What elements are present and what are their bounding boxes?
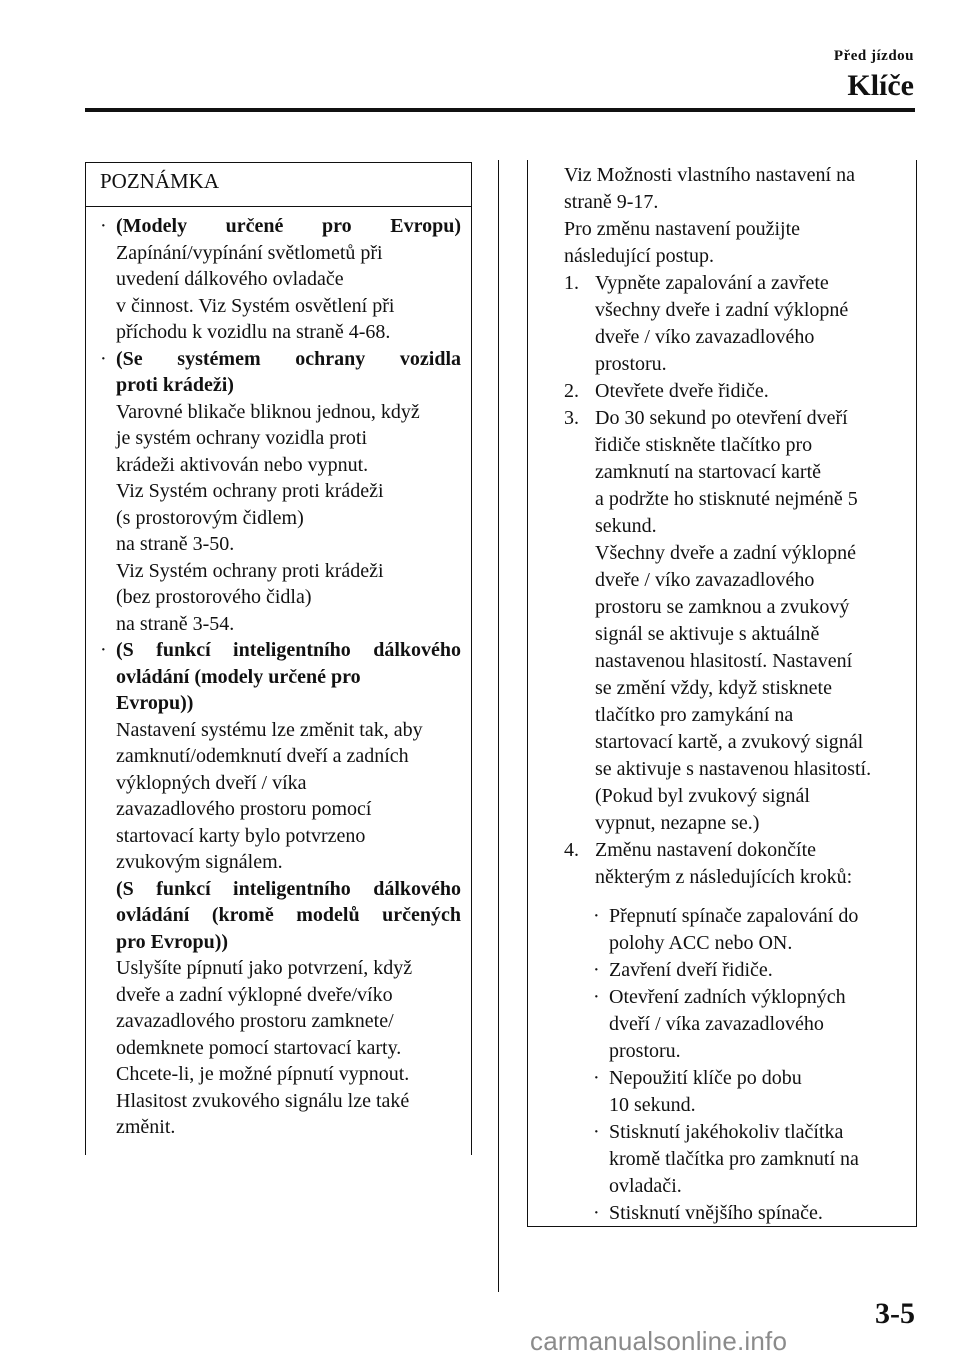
text-line: Změnu nastavení dokončíte xyxy=(595,839,817,861)
header-rule xyxy=(85,108,915,112)
text-line: dveře / víko zavazadlového xyxy=(595,326,815,348)
note-body xyxy=(86,207,471,1141)
note-item-text xyxy=(116,955,461,1141)
text-line: zamknutí na startovací kartě xyxy=(595,461,822,483)
text-line: zavazadlového prostoru zamknete/ xyxy=(116,1010,394,1032)
heading-line: ovládání (modely určené pro xyxy=(116,665,361,688)
substep-item xyxy=(593,984,906,1065)
substep-list xyxy=(564,903,906,1227)
bullet-icon: · xyxy=(593,1121,600,1143)
bullet-icon: · xyxy=(593,905,600,927)
text-line: prostoru se zamknou a zvukový xyxy=(595,596,850,618)
note-item-heading xyxy=(116,876,461,956)
watermark: carmanualsonline.info xyxy=(530,1326,788,1356)
text-line: (bez prostorového čidla) xyxy=(116,586,312,608)
text-line: Všechny dveře a zadní výklopné xyxy=(595,542,857,564)
text-line: některým z následujících kroků: xyxy=(595,866,853,888)
text-line: Viz Možnosti vlastního nastavení na xyxy=(564,164,855,186)
text-line: prostoru. xyxy=(595,353,667,375)
substep-item xyxy=(593,1119,906,1200)
heading-line: pro Evropu)) xyxy=(116,930,229,953)
text-line: v činnost. Viz Systém osvětlení při xyxy=(116,294,395,317)
text-line: se změní vždy, když stisknete xyxy=(595,677,832,699)
text-line: Vypněte zapalování a zavřete xyxy=(595,272,829,294)
note-item xyxy=(100,346,461,638)
text-line: (Pokud byl zvukový signál xyxy=(595,785,810,807)
text-line: Přepnutí spínače zapalování do xyxy=(609,905,859,927)
note-item-text xyxy=(116,717,461,876)
bullet-icon: · xyxy=(100,639,107,661)
text-line: krádeži aktivován nebo vypnut. xyxy=(116,453,369,476)
text-line: všechny dveře i zadní výklopné xyxy=(595,299,849,321)
text-line: změnit. xyxy=(116,1116,176,1138)
note-item-heading xyxy=(116,637,461,717)
text-line: polohy ACC nebo ON. xyxy=(609,932,793,954)
text-line: dveře a zadní výklopné dveře/víko xyxy=(116,983,393,1006)
text-line: Uslyšíte pípnutí jako potvrzení, když xyxy=(116,957,413,979)
column-divider xyxy=(498,160,499,1292)
text-line: a podržte ho stisknuté nejméně 5 xyxy=(595,488,858,510)
text-line: dveří / víka zavazadlového xyxy=(609,1013,824,1035)
text-line: 10 sekund. xyxy=(609,1094,696,1116)
text-line: Chcete-li, je možné pípnutí vypnout. xyxy=(116,1063,410,1085)
section-title: Před jízdou xyxy=(833,48,914,64)
text-line: odemknete pomocí startovací karty. xyxy=(116,1036,402,1059)
heading-line: ovládání (kromě modelů určených xyxy=(116,904,461,926)
text-line: dveře / víko zavazadlového xyxy=(595,569,815,591)
substep-item xyxy=(593,1200,906,1227)
text-line: Zapínání/vypínání světlometů při xyxy=(116,241,383,264)
text-line: Pro změnu nastavení použijte xyxy=(564,218,801,240)
text-line: Varovné blikače bliknou jednou, když xyxy=(116,400,420,423)
step-3 xyxy=(564,405,906,837)
intro-text xyxy=(564,162,906,270)
substep-item xyxy=(593,957,906,984)
text-line: Otevřete dveře řidiče. xyxy=(595,380,769,402)
text-line: Zavření dveří řidiče. xyxy=(609,959,773,981)
step-1 xyxy=(564,270,906,378)
text-line: zvukovým signálem. xyxy=(116,851,283,873)
step-number: 4. xyxy=(564,839,579,861)
text-line: signál se aktivuje s aktuálně xyxy=(595,623,820,645)
bullet-icon: · xyxy=(593,1067,600,1089)
text-line: Viz Systém ochrany proti krádeži xyxy=(116,559,384,582)
text-line: tlačítko pro zamykání na xyxy=(595,704,794,726)
step-4 xyxy=(564,837,906,891)
bullet-icon: · xyxy=(593,1202,600,1224)
text-line: Viz Systém ochrany proti krádeži xyxy=(116,480,384,502)
page-number: 3-5 xyxy=(875,1297,915,1330)
text-line: (s prostorovým čidlem) xyxy=(116,506,304,529)
text-line: Stisknutí vnějšího spínače. xyxy=(609,1202,823,1224)
heading-line: (Se systémem ochrany vozidla xyxy=(116,347,461,370)
text-line: zamknutí/odemknutí dveří a zadních xyxy=(116,745,409,767)
bullet-icon: · xyxy=(100,215,107,237)
text-line: Nepoužití klíče po dobu xyxy=(609,1067,802,1089)
text-line: ovladači. xyxy=(609,1175,682,1197)
text-line: výklopných dveří / víka xyxy=(116,771,307,794)
note-item-heading xyxy=(116,213,461,240)
text-line: na straně 3-50. xyxy=(116,533,235,555)
text-line: následující postup. xyxy=(564,245,714,267)
note-item xyxy=(100,213,461,346)
note-item-text xyxy=(116,240,461,346)
note-item-text xyxy=(116,399,461,638)
step-number: 3. xyxy=(564,407,579,429)
text-line: je systém ochrany vozidla proti xyxy=(116,427,368,449)
heading-line: Evropu)) xyxy=(116,692,194,714)
heading-line: proti krádeži) xyxy=(116,374,234,396)
text-line: prostoru. xyxy=(609,1040,681,1062)
text-line: startovací karty bylo potvrzeno xyxy=(116,824,366,847)
text-line: zavazadlového prostoru pomocí xyxy=(116,798,372,820)
text-line: Do 30 sekund po otevření dveří xyxy=(595,407,848,429)
step-number: 2. xyxy=(564,380,579,402)
substep-item xyxy=(593,1065,906,1119)
text-line: nastavenou hlasitostí. Nastavení xyxy=(595,650,853,672)
heading-line: (S funkcí inteligentního dálkového xyxy=(116,877,461,900)
note-item xyxy=(100,637,461,1141)
heading-line: (S funkcí inteligentního dálkového xyxy=(116,639,461,661)
step-2 xyxy=(564,378,906,405)
right-body xyxy=(528,160,916,1227)
bullet-icon: · xyxy=(593,959,600,981)
text-line: řidiče stiskněte tlačítko pro xyxy=(595,434,813,456)
note-title: POZNÁMKA xyxy=(86,163,471,207)
text-line: Hlasitost zvukového signálu lze také xyxy=(116,1089,410,1112)
text-line: se aktivuje s nastavenou hlasitostí. xyxy=(595,758,872,780)
chapter-title: Klíče xyxy=(847,69,914,102)
text-line: vypnut, nezapne se.) xyxy=(595,812,760,834)
heading-line: (Modely určené pro Evropu) xyxy=(116,215,461,237)
text-line: Otevření zadních výklopných xyxy=(609,986,846,1008)
bullet-icon: · xyxy=(593,986,600,1008)
text-line: Nastavení systému lze změnit tak, aby xyxy=(116,718,423,741)
text-line: uvedení dálkového ovladače xyxy=(116,268,344,290)
text-line: straně 9-17. xyxy=(564,191,659,213)
step-number: 1. xyxy=(564,272,579,294)
text-line: na straně 3-54. xyxy=(116,612,235,635)
text-line: startovací kartě, a zvukový signál xyxy=(595,731,864,753)
text-line: Stisknutí jakéhokoliv tlačítka xyxy=(609,1121,844,1143)
text-line: sekund. xyxy=(595,515,657,537)
note-box xyxy=(85,162,472,1155)
text-line: kromě tlačítka pro zamknutí na xyxy=(609,1148,859,1170)
substep-item xyxy=(593,903,906,957)
text-line: příchodu k vozidlu na straně 4-68. xyxy=(116,321,391,343)
note-item-heading xyxy=(116,346,461,399)
right-box xyxy=(527,160,917,1227)
page-header xyxy=(834,48,914,103)
bullet-icon: · xyxy=(100,347,107,370)
